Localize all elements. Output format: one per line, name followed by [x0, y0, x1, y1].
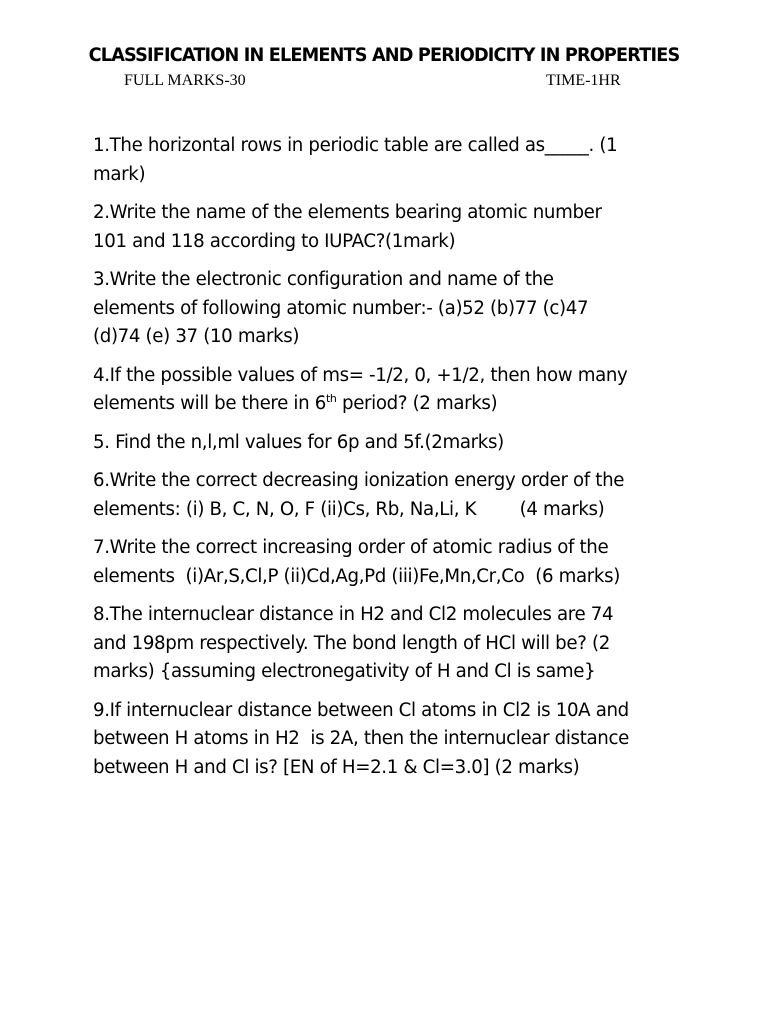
question-text-line: marks) {assuming electronegativity of H and Cl is same} [93, 661, 596, 682]
question-text-line: 2.Write the name of the elements bearing atomic number [93, 202, 602, 223]
question-list [93, 132, 683, 792]
question-6 [93, 467, 683, 524]
question-8 [93, 601, 683, 687]
question-1 [93, 132, 683, 189]
question-text-line: elements of following atomic number:- (a)52 (b)77 (c)47 [93, 297, 589, 319]
question-text-fragment: period? (2 marks) [336, 393, 498, 414]
question-text-line: 3.Write the electronic configuration and name of the [93, 269, 554, 290]
question-text-line: 4.If the possible values of ms= -1/2, 0, +1/2, then how many [93, 364, 628, 386]
question-text-line: between H atoms in H2 is 2A, then the internuclear distance [93, 728, 629, 749]
question-text-line: elements (i)Ar,S,Cl,P (ii)Cd,Ag,Pd (iii)Fe,Mn,Cr,Co (6 marks) [93, 565, 620, 587]
superscript: th [325, 392, 337, 405]
question-text-line: 8.The internuclear distance in H2 and Cl2 molecules are 74 [93, 604, 614, 625]
question-text-line: 9.If internuclear distance between Cl atoms in Cl2 is 10A and [93, 699, 629, 721]
question-text-line: 101 and 118 according to IUPAC?(1mark) [93, 230, 456, 252]
question-text-fragment: elements will be there in 6 [93, 393, 326, 414]
question-text-line: and 198pm respectively. The bond length of HCl will be? (2 [93, 632, 610, 654]
question-text-line: 5. Find the n,l,ml values for 6p and 5f.(2marks) [93, 431, 504, 453]
question-7 [93, 534, 683, 591]
question-2 [93, 199, 683, 256]
question-text-line [93, 390, 683, 419]
full-marks-label: FULL MARKS-30 [124, 72, 246, 89]
question-text-line: 7.Write the correct increasing order of atomic radius of the [93, 537, 609, 558]
question-text-line: elements: (i) B, C, N, O, F (ii)Cs, Rb, Na,Li, K (4 marks) [93, 498, 605, 520]
question-9 [93, 697, 683, 783]
question-text-line: 1.The horizontal rows in periodic table are called as_____. (1 [93, 135, 618, 156]
page-title: CLASSIFICATION IN ELEMENTS AND PERIODICITY IN PROPERTIES [88, 44, 680, 66]
time-label: TIME-1HR [546, 72, 621, 89]
question-text-line: (d)74 (e) 37 (10 marks) [93, 326, 300, 347]
question-text-line: between H and Cl is? [EN of H=2.1 & Cl=3.0] (2 marks) [93, 756, 580, 778]
question-3 [93, 266, 683, 352]
question-text-line: 6.Write the correct decreasing ionization energy order of the [93, 470, 625, 491]
question-5 [93, 429, 683, 458]
question-4 [93, 362, 683, 419]
question-text-line: mark) [93, 163, 146, 185]
